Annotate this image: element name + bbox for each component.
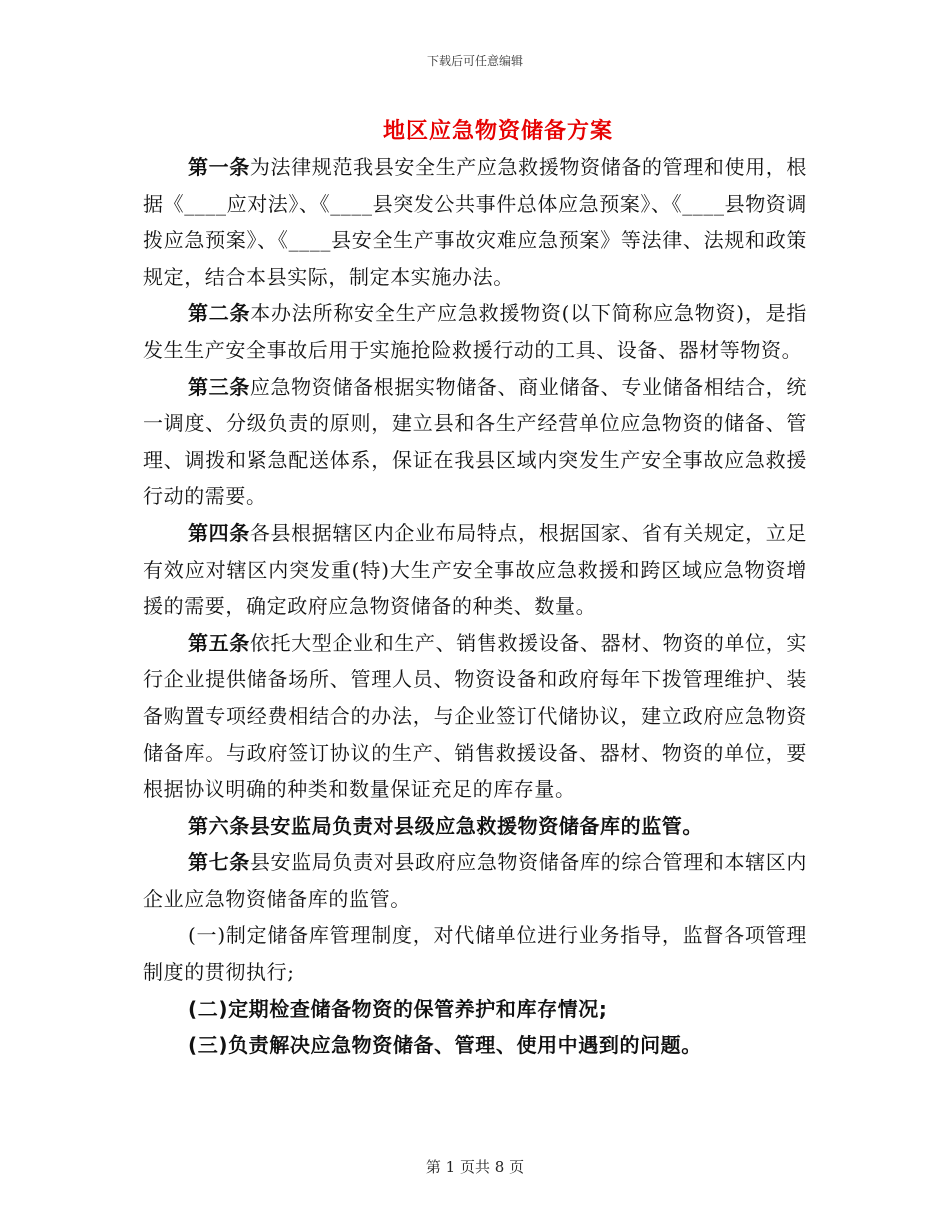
article-6: 第六条县安监局负责对县级应急救援物资储备库的监管。 (188, 813, 703, 838)
item-2: (二)定期检查储备物资的保管养护和库存情况; (188, 996, 608, 1021)
article-text: 本办法所称安全生产应急救援物资(以下简称应急物资)，是指发生生产安全事故后用于实施抢险救援行动的工具、设备、器材等物资。 (143, 301, 807, 362)
article-label: 第七条 (188, 850, 250, 875)
page-footer: 第 1 页共 8 页 (425, 1158, 525, 1176)
header-note: 下载后可任意编辑 (426, 54, 523, 68)
document-body (143, 149, 807, 1064)
article-2 (143, 295, 807, 368)
article-5 (143, 625, 807, 808)
document-title: 地区应急物资储备方案 (382, 119, 613, 144)
article-text: 县安监局负责对县政府应急物资储备库的综合管理和本辖区内企业应急物资储备库的监管。 (143, 850, 807, 911)
article-7 (143, 844, 807, 917)
article-text: 依托大型企业和生产、销售救援设备、器材、物资的单位，实行企业提供储备场所、管理人员、物资设备和政府每年下拨管理维护、装备购置专项经费相结合的办法，与企业签订代储协议，建立政府应急物资储备库。与政府签订协议的生产、销售救援设备、器材、物资的单位，要根据协议明确的种类和数量保证充足的库存量。 (143, 630, 807, 802)
article-4 (143, 515, 807, 625)
article-3 (143, 369, 807, 515)
article-1 (143, 149, 807, 295)
article-label: 第一条 (188, 155, 250, 179)
article-text: 为法律规范我县安全生产应急救援物资储备的管理和使用，根据《____应对法》、《____县突发公共事件总体应急预案》、《____县物资调拨应急预案》、《____县安全生产事故灾难应急预案》等法律、法规和政策规定，结合本县实际，制定本实施办法。 (143, 155, 807, 289)
article-label: 第五条 (188, 630, 250, 655)
item-3: (三)负责解决应急物资储备、管理、使用中遇到的问题。 (188, 1033, 702, 1058)
article-label: 第三条 (188, 374, 250, 399)
article-label: 第二条 (188, 301, 251, 326)
article-text: 应急物资储备根据实物储备、商业储备、专业储备相结合，统一调度、分级负责的原则，建立县和各生产经营单位应急物资的储备、管理、调拨和紧急配送体系，保证在我县区域内突发生产安全事故应急救援行动的需要。 (143, 374, 807, 509)
item-1: (一)制定储备库管理制度，对代储单位进行业务指导，监督各项管理制度的贯彻执行; (143, 923, 807, 985)
article-label: 第四条 (188, 520, 250, 545)
article-text: 各县根据辖区内企业布局特点，根据国家、省有关规定，立足有效应对辖区内突发重(特)大生产安全事故应急救援和跨区域应急物资增援的需要，确定政府应急物资储备的种类、数量。 (143, 520, 807, 619)
